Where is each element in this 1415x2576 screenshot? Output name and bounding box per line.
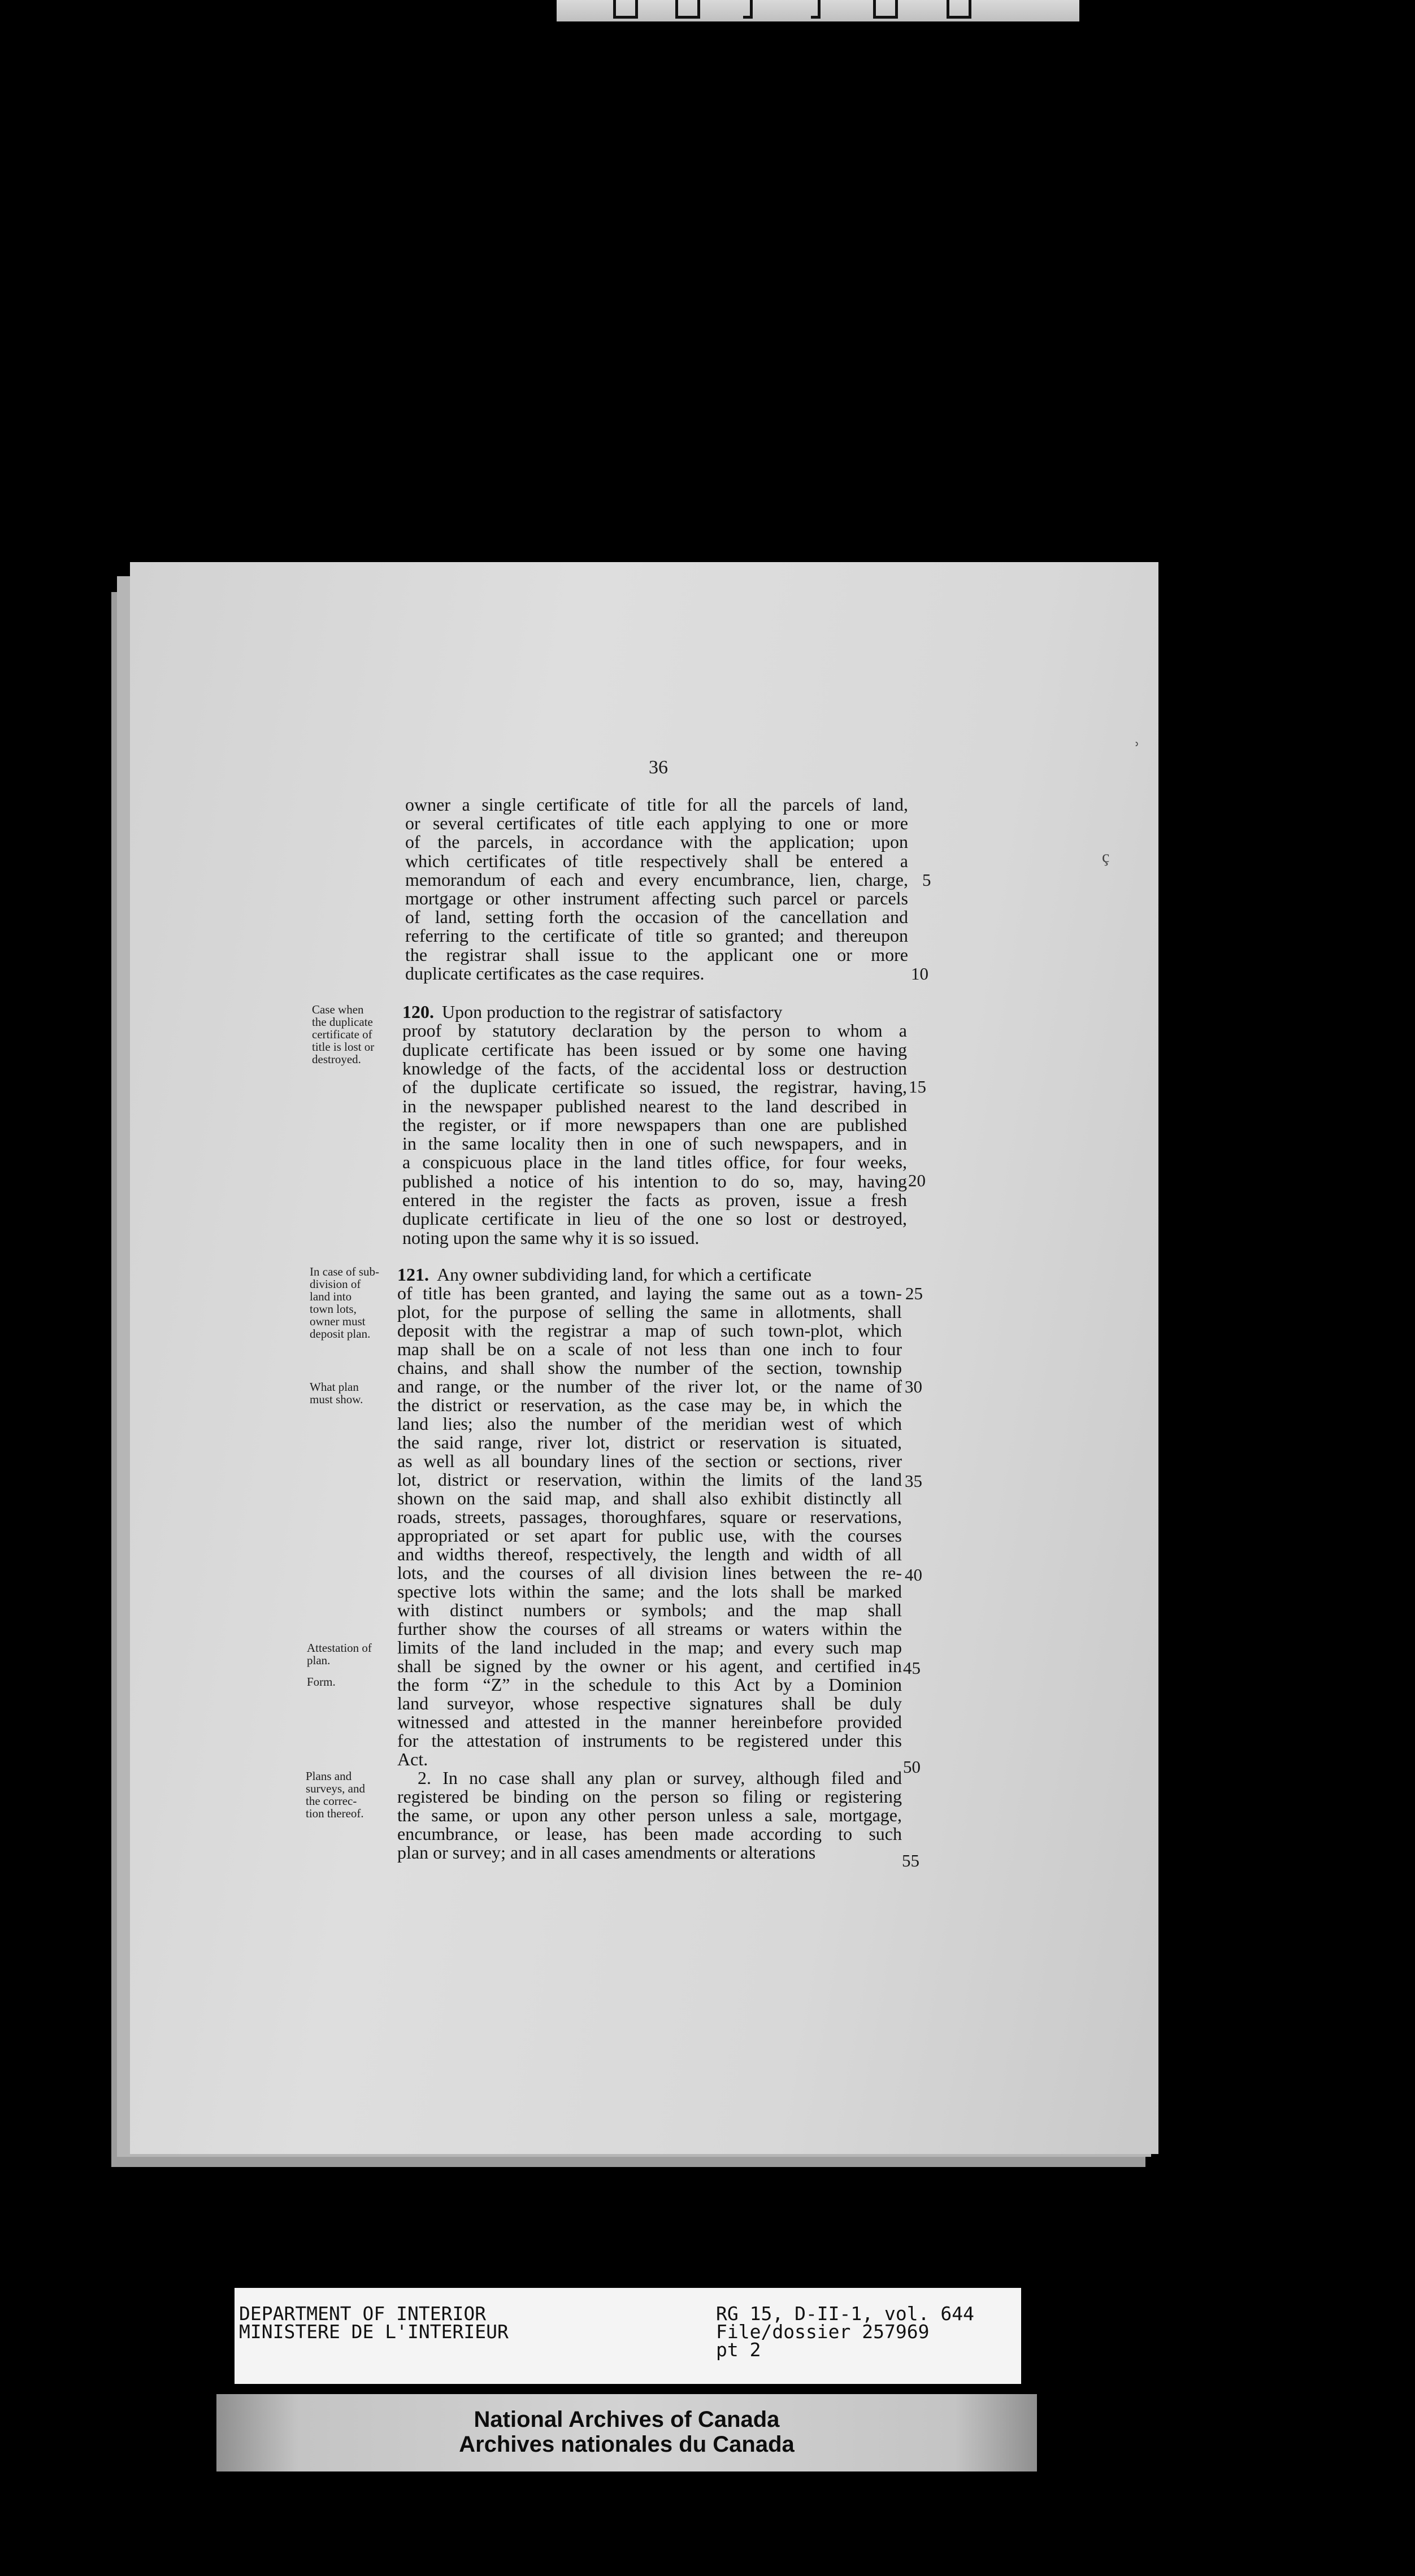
text-line: the registrar shall issue to the applicant one or more (405, 944, 908, 965)
margin-note-line: division of (310, 1277, 361, 1291)
page-number: 36 (649, 757, 668, 778)
margin-note-line: Form. (307, 1675, 336, 1689)
line-number: 40 (905, 1565, 922, 1585)
line-number: 35 (905, 1471, 922, 1491)
text-line: limits of the land included in the map; and every such map (397, 1637, 902, 1657)
line-number: 55 (902, 1851, 919, 1870)
section-number: 120. (402, 1002, 434, 1022)
text-line: the form “Z” in the schedule to this Act by a Dominion (397, 1674, 902, 1695)
text-line: published a notice of his intention to do so, may, having (402, 1170, 907, 1191)
film-mark (675, 0, 700, 19)
text-line: the said range, river lot, district or reservation is situated, (397, 1432, 902, 1452)
department-english: DEPARTMENT OF INTERIOR (239, 2303, 487, 2325)
text-line: duplicate certificate in lieu of the one so lost or destroyed, (402, 1208, 907, 1229)
text-line: or several certificates of title each applying to one or more (405, 813, 908, 834)
margin-note-line: In case of sub- (310, 1265, 380, 1278)
reference-record-group: RG 15, D-II-1, vol. 644 (716, 2303, 974, 2325)
text-line: 2. In no case shall any plan or survey, although filed and (418, 1768, 902, 1788)
margin-note-plan-show (310, 1381, 406, 1406)
text-line: duplicate certificates as the case requires. (405, 963, 705, 984)
margin-note-attestation (307, 1642, 403, 1666)
margin-note-plans-surveys (306, 1770, 402, 1820)
margin-note-line: deposit plan. (310, 1327, 371, 1341)
line-number: 10 (911, 964, 928, 984)
text-line: further show the courses of all streams or waters within the (397, 1618, 902, 1639)
reference-part: pt 2 (716, 2339, 761, 2361)
margin-note-line: the duplicate (312, 1015, 373, 1029)
line-number: 25 (905, 1283, 923, 1303)
text-line: a conspicuous place in the land titles office, for four weeks, (402, 1152, 907, 1173)
text-line: knowledge of the facts, of the accidental loss or destruction (402, 1058, 907, 1078)
text-line: lot, district or reservation, within the limits of the land (397, 1469, 902, 1490)
page-speck: ç (1102, 847, 1110, 866)
text-line: which certificates of title respectively shall be entered a (405, 850, 908, 871)
text-line: roads, streets, passages, thoroughfares, square or reservations, (397, 1507, 902, 1527)
text-line: lots, and the courses of all division lines between the re- (397, 1563, 902, 1583)
text-line: duplicate certificate has been issued or by some one having (402, 1039, 907, 1060)
text-line-body: Upon production to the registrar of satisfactory (442, 1002, 783, 1022)
line-number: 45 (903, 1658, 921, 1678)
line-number: 50 (903, 1757, 921, 1777)
text-line: chains, and shall show the number of the section, township (397, 1357, 902, 1378)
text-line: entered in the register the facts as proven, issue a fresh (402, 1190, 907, 1210)
text-line: the register, or if more newspapers than one are published (402, 1114, 907, 1135)
margin-note-line: destroyed. (312, 1052, 361, 1066)
text-line: and range, or the number of the river lot, or the name of (397, 1376, 902, 1396)
film-mark (947, 0, 971, 19)
archives-banner (216, 2394, 1037, 2471)
text-line: in the newspaper published nearest to the land described in (402, 1095, 907, 1116)
text-line: as well as all boundary lines of the section or sections, river (397, 1451, 902, 1471)
film-mark (873, 0, 898, 19)
text-line: appropriated or set apart for public use, with the courses (397, 1525, 902, 1546)
margin-note-line: land into (310, 1290, 352, 1303)
text-line: and widths thereof, respectively, the length and width of all (397, 1544, 902, 1564)
text-line-body: Any owner subdividing land, for which a certificate (437, 1264, 811, 1285)
text-line: encumbrance, or lease, has been made according to such (397, 1824, 902, 1844)
text-line: spective lots within the same; and the lots shall be marked (397, 1581, 902, 1602)
margin-note-line: title is lost or (312, 1040, 375, 1054)
text-line: with distinct numbers or symbols; and the map shall (397, 1600, 902, 1620)
text-line: of title has been granted, and laying the same out as a town- (397, 1283, 902, 1303)
line-number: 5 (922, 870, 931, 890)
margin-note-line: town lots, (310, 1302, 357, 1316)
margin-note-line: Attestation of (307, 1641, 372, 1655)
text-line: owner a single certificate of title for all the parcels of land, (405, 794, 908, 815)
archives-name-english: National Archives of Canada (474, 2407, 780, 2432)
text-line: memorandum of each and every encumbrance, lien, charge, (405, 869, 908, 890)
text-line: mortgage or other instrument affecting such parcel or parcels (405, 888, 908, 908)
text-line: plot, for the purpose of selling the same in allotments, shall (397, 1302, 902, 1322)
film-header-strip (557, 0, 1079, 21)
line-number: 30 (905, 1377, 922, 1396)
text-line (402, 1003, 907, 1021)
text-line (397, 1265, 902, 1284)
section-number: 121. (397, 1264, 429, 1285)
text-line: of land, setting forth the occasion of the cancellation and (405, 907, 908, 928)
margin-note-line: Plans and (306, 1769, 352, 1783)
text-line: referring to the certificate of title so granted; and thereupon (405, 925, 908, 946)
reference-file: File/dossier 257969 (716, 2321, 930, 2343)
line-number: 15 (909, 1077, 926, 1096)
text-line: plan or survey; and in all cases amendments or alterations (397, 1842, 816, 1863)
margin-note-line: Case when (312, 1003, 364, 1016)
margin-note-form (307, 1676, 403, 1688)
text-line: witnessed and attested in the manner hereinbefore provided (397, 1712, 902, 1732)
archives-name-french: Archives nationales du Canada (459, 2432, 795, 2457)
department-french: MINISTERE DE L'INTERIEUR (239, 2321, 509, 2343)
text-line: the same, or upon any other person unless a sale, mortgage, (397, 1805, 902, 1825)
text-line: in the same locality then in one of such newspapers, and in (402, 1133, 907, 1154)
film-mark (743, 0, 753, 19)
margin-note-line: surveys, and (306, 1782, 365, 1795)
text-line: map shall be on a scale of not less than one inch to four (397, 1339, 902, 1359)
line-number: 20 (908, 1170, 926, 1190)
text-line: deposit with the registrar a map of such town-plot, which (397, 1320, 902, 1341)
margin-note-line: plan. (307, 1653, 331, 1667)
margin-note-line: certificate of (312, 1028, 372, 1041)
text-line: land surveyor, whose respective signatures shall be duly (397, 1693, 902, 1713)
text-line: noting upon the same why it is so issued. (402, 1227, 700, 1248)
margin-note-line: the correc- (306, 1794, 357, 1808)
text-line: of the duplicate certificate so issued, the registrar, having, (402, 1077, 907, 1098)
margin-note-line: owner must (310, 1315, 366, 1328)
text-line: proof by statutory declaration by the person to whom a (402, 1020, 907, 1041)
text-line: for the attestation of instruments to be registered under this (397, 1730, 902, 1751)
margin-note-subdivision (310, 1265, 406, 1340)
margin-note-line: tion thereof. (306, 1807, 364, 1820)
film-mark (613, 0, 638, 19)
text-line: Act. (397, 1749, 428, 1769)
text-line: shown on the said map, and shall also exhibit distinctly all (397, 1488, 902, 1508)
text-line: registered be binding on the person so filing or registering (397, 1786, 902, 1807)
archival-label (235, 2288, 1021, 2384)
text-line: shall be signed by the owner or his agent, and certified in (397, 1656, 902, 1676)
margin-note-line: What plan (310, 1380, 359, 1394)
film-mark (811, 0, 821, 19)
text-line: the district or reservation, as the case may be, in which the (397, 1395, 902, 1415)
margin-note-line: must show. (310, 1393, 363, 1406)
margin-note-lost-certificate (312, 1003, 408, 1065)
page-speck: ʾ (1133, 738, 1141, 763)
text-line: of the parcels, in accordance with the application; upon (405, 832, 908, 852)
text-line: land lies; also the number of the meridian west of which (397, 1413, 902, 1434)
